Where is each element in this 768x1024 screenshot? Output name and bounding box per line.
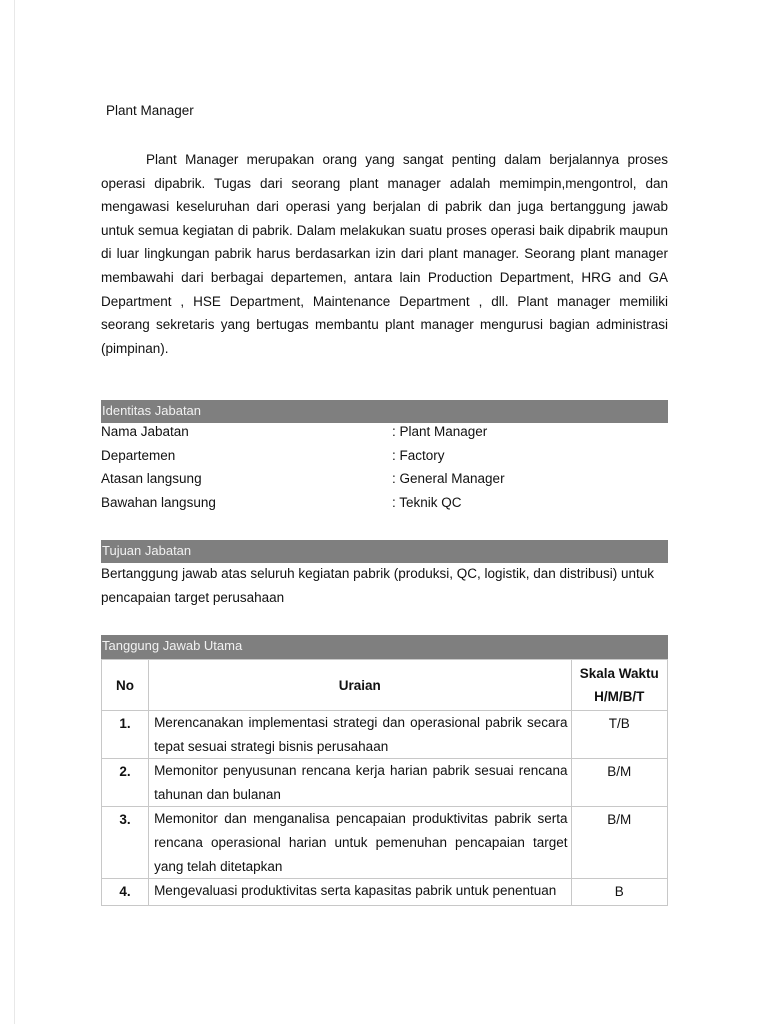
identitas-label: Departemen bbox=[101, 447, 176, 463]
tanggung-jawab-table bbox=[101, 659, 668, 906]
identitas-label: Nama Jabatan bbox=[101, 424, 189, 439]
row-number: 4. bbox=[102, 879, 149, 906]
identitas-value: : Teknik QC bbox=[392, 494, 462, 510]
tanggung-jawab-header: Tanggung Jawab Utama bbox=[101, 635, 668, 659]
skala-header-line2: H/M/B/T bbox=[594, 689, 645, 704]
identitas-row bbox=[101, 444, 668, 467]
identitas-label: Bawahan langsung bbox=[101, 494, 216, 510]
row-number: 2. bbox=[102, 759, 149, 807]
column-header-no: No bbox=[102, 660, 149, 711]
page-edge bbox=[14, 0, 15, 1024]
identitas-row bbox=[101, 491, 668, 514]
row-uraian: Mengevaluasi produktivitas serta kapasitas pabrik untuk penentuan bbox=[149, 879, 571, 906]
identitas-jabatan-header: Identitas Jabatan bbox=[101, 400, 668, 423]
tujuan-jabatan-text: Bertanggung jawab atas seluruh kegiatan pabrik (produksi, QC, logistik, dan distribusi) untuk pencapaian target perusahaan bbox=[101, 566, 655, 605]
intro-paragraph: Plant Manager merupakan orang yang sangat penting dalam berjalannya proses operasi dipabrik. Tugas dari seorang plant manager adalah memimpin,mengontrol, dan mengawasi keseluruhan dari operasi yang berjalan di pabrik dan juga bertanggung jawab untuk semua kegiatan di pabrik. Dalam melakukan suatu proses operasi baik dipabrik maupun di luar lingkungan pabrik harus berdasarkan izin dari plant manager. Seorang plant manager membawahi dari berbagai departemen, antara lain Production Department, HRG and GA Department , HSE Department, Maintenance Department , dll. Plant manager memiliki seorang sekretaris yang bertugas membantu plant manager mengurusi bagian administrasi (pimpinan). bbox=[101, 152, 668, 356]
row-skala: B/M bbox=[571, 807, 667, 879]
row-number: 3. bbox=[102, 807, 149, 879]
row-number: 1. bbox=[102, 711, 149, 759]
row-uraian: Memonitor dan menganalisa pencapaian produktivitas pabrik serta rencana operasional harian untuk pemenuhan pencapaian target yang telah ditetapkan bbox=[149, 807, 571, 879]
row-skala: T/B bbox=[571, 711, 667, 759]
skala-header-line1: Skala Waktu bbox=[579, 666, 659, 681]
tujuan-jabatan-header: Tujuan Jabatan bbox=[101, 540, 668, 563]
table-header-row bbox=[102, 660, 668, 711]
identitas-value: : Plant Manager bbox=[392, 424, 488, 439]
identitas-row bbox=[101, 420, 668, 443]
identitas-label: Atasan langsung bbox=[101, 471, 202, 486]
table-row bbox=[102, 759, 668, 807]
column-header-skala bbox=[571, 660, 667, 711]
column-header-uraian: Uraian bbox=[149, 660, 571, 711]
row-skala: B bbox=[571, 879, 667, 906]
row-skala: B/M bbox=[571, 759, 667, 807]
identitas-value: : Factory bbox=[392, 447, 445, 463]
row-uraian: Merencanakan implementasi strategi dan operasional pabrik secara tepat sesuai strategi bisnis perusahaan bbox=[149, 711, 571, 759]
table-row bbox=[102, 711, 668, 759]
table-row bbox=[102, 807, 668, 879]
table-row bbox=[102, 879, 668, 906]
row-uraian: Memonitor penyusunan rencana kerja harian pabrik sesuai rencana tahunan dan bulanan bbox=[149, 759, 571, 807]
identitas-value: : General Manager bbox=[392, 471, 505, 486]
document-title: Plant Manager bbox=[106, 103, 194, 118]
identitas-row bbox=[101, 467, 668, 490]
